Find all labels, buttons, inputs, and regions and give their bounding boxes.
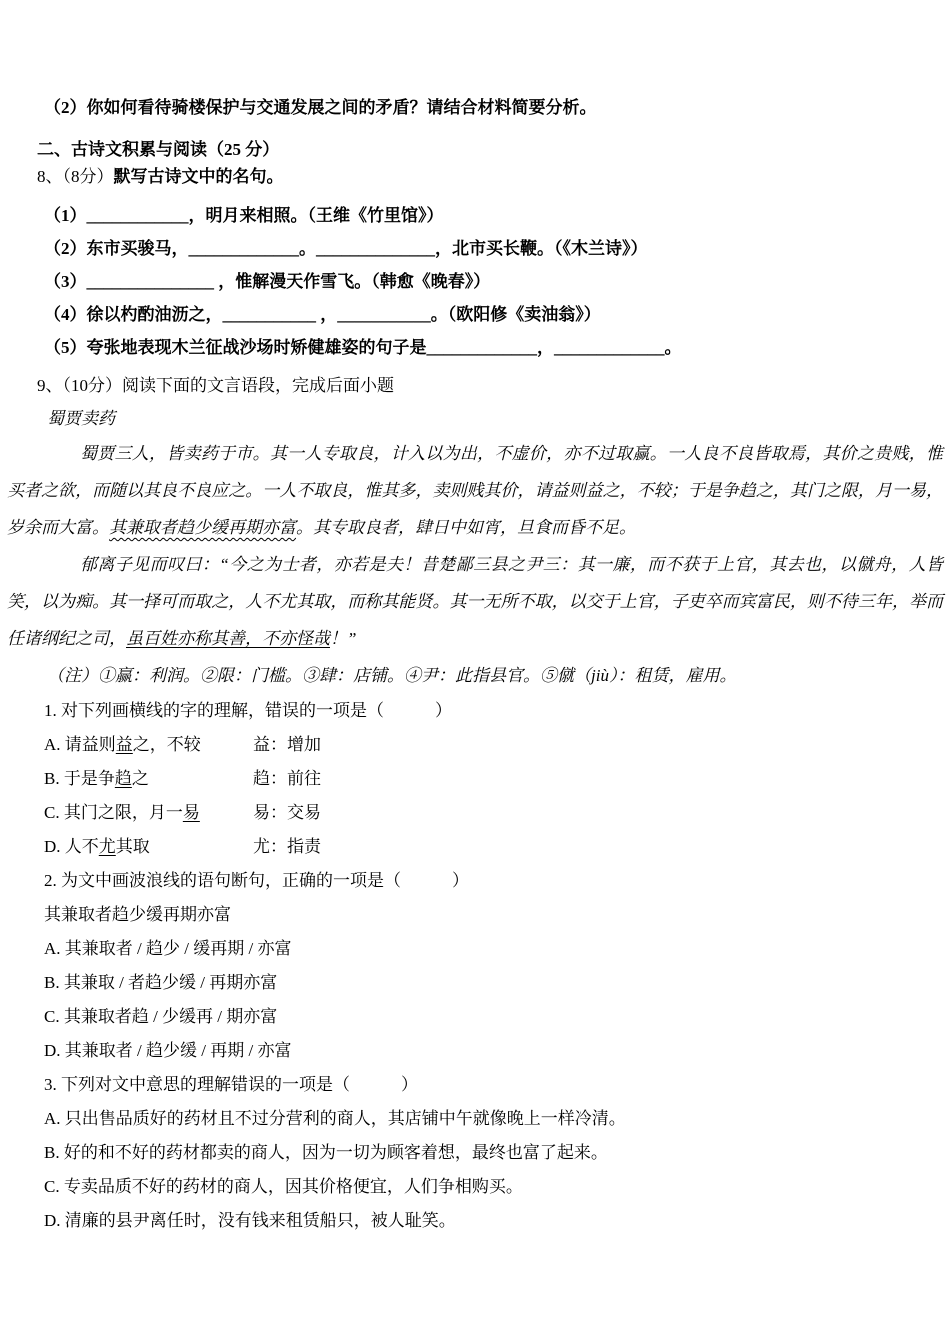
q3-option-d: D. 清廉的县尹离任时，没有钱来租赁船只，被人耻笑。 bbox=[44, 1211, 456, 1230]
option-label: B. bbox=[44, 769, 64, 788]
q1-option-a bbox=[44, 728, 910, 762]
q8-blank-item-3: （3）_______________ ，惟解漫天作雪飞。（韩愈《晚春》） bbox=[44, 272, 491, 291]
question-9-header: 9、（10分）阅读下面的文言语段，完成后面小题 bbox=[37, 376, 394, 395]
option-text bbox=[44, 728, 253, 762]
option-stem-segment: 其取 bbox=[115, 837, 150, 856]
option-stem-segment: 请益则 bbox=[64, 735, 116, 754]
underlined-phrase: 虽百姓亦称其善，不亦怪哉 bbox=[126, 629, 330, 648]
option-stem-segment: 于是争 bbox=[63, 769, 115, 788]
q2-option-c: C. 其兼取者趋 / 少缓再 / 期亦富 bbox=[44, 1007, 278, 1026]
option-stem-segment: 其门之限，月一 bbox=[63, 803, 183, 822]
passage-paragraph-1 bbox=[7, 435, 943, 546]
passage-text-segment: ！” bbox=[330, 629, 357, 648]
q2-option-b: B. 其兼取 / 者趋少缓 / 再期亦富 bbox=[44, 973, 278, 992]
option-label: C. bbox=[44, 803, 64, 822]
sub-question-3-stem: 3. 下列对文中意思的理解错误的一项是（ ） bbox=[44, 1075, 418, 1094]
q2-option-d: D. 其兼取者 / 趋少缓 / 再期 / 亦富 bbox=[44, 1041, 292, 1060]
option-label: D. bbox=[44, 837, 65, 856]
section-2-heading: 二、古诗文积累与阅读（25 分） bbox=[37, 140, 280, 159]
passage-text-segment: 郁离子见而叹曰：“今之为士者，亦若是夫！昔楚鄙三县之尹三：其一廉，而不获于上官，其去也，以僦舟，人皆笑，以为痴。其一择可而取之，人不尤其取，而称其能贤。其一无所不取，以交于上官，子吏卒而宾富民，则不待三年，举而任诸纲纪之司， bbox=[7, 555, 943, 648]
option-stem-segment: 之 bbox=[131, 769, 149, 788]
option-stem-segment: 之，不较 bbox=[132, 735, 201, 754]
wavy-underlined-phrase: 其兼取者趋少缓再期亦富 bbox=[109, 518, 296, 537]
underlined-character: 益 bbox=[115, 735, 133, 754]
option-label: A. bbox=[44, 735, 65, 754]
q8-blank-item-1: （1）____________，明月来相照。（王维《竹里馆》） bbox=[44, 206, 444, 225]
passage-title: 蜀贾卖药 bbox=[47, 409, 115, 428]
passage-text-segment: 蜀贾三人，皆卖药于市。其一人专取良，计入以为出，不虚价，亦不过取赢。一人良不良皆取焉，其价之贵贱，惟买者之欲，而随以其良不良应之。一人不取良，惟其多，卖则贱其价，请益则益之，不较；于是争趋之，其门之限，月一易，岁余而大富。 bbox=[7, 444, 943, 537]
q8-blank-item-4: （4）徐以杓酌油沥之，___________ ，___________。（欧阳修《卖油翁》） bbox=[44, 305, 601, 324]
q8-blank-item-5: （5）夸张地表现木兰征战沙场时矫健雄姿的句子是_____________，_____________。 bbox=[44, 338, 682, 357]
q3-option-b: B. 好的和不好的药材都卖的商人，因为一切为顾客着想，最终也富了起来。 bbox=[44, 1143, 608, 1162]
q3-option-a: A. 只出售品质好的药材且不过分营利的商人，其店铺中午就像晚上一样冷清。 bbox=[44, 1109, 626, 1128]
sub-question-2-stem: 2. 为文中画波浪线的语句断句，正确的一项是（ ） bbox=[44, 871, 469, 890]
underlined-character: 尤 bbox=[98, 837, 116, 856]
option-gloss: 易：交易 bbox=[253, 803, 321, 822]
q1-option-b bbox=[44, 762, 910, 796]
question-8-header bbox=[37, 165, 910, 189]
q2-option-a: A. 其兼取者 / 趋少 / 缓再期 / 亦富 bbox=[44, 939, 292, 958]
option-text bbox=[44, 830, 253, 864]
prev-question-part2-prompt: （2）你如何看待骑楼保护与交通发展之间的矛盾？请结合材料简要分析。 bbox=[44, 98, 597, 117]
option-gloss: 益：增加 bbox=[253, 735, 321, 754]
sub-question-1-stem: 1. 对下列画横线的字的理解，错误的一项是（ ） bbox=[44, 701, 452, 720]
q3-option-c: C. 专卖品质不好的药材的商人，因其价格便宜，人们争相购买。 bbox=[44, 1177, 523, 1196]
q1-option-c bbox=[44, 796, 910, 830]
option-stem-segment: 人不 bbox=[64, 837, 99, 856]
q2-target-sentence: 其兼取者趋少缓再期亦富 bbox=[44, 905, 231, 924]
underlined-character: 易 bbox=[182, 803, 200, 822]
passage-text-segment: 。其专取良者，肆日中如宵，旦食而昏不足。 bbox=[296, 518, 636, 537]
q8-blank-item-2: （2）东市买骏马，_____________。______________，北市买长鞭。（《木兰诗》） bbox=[44, 239, 648, 258]
underlined-character: 趋 bbox=[114, 769, 132, 788]
option-gloss: 趋：前往 bbox=[253, 769, 321, 788]
option-text bbox=[44, 796, 253, 830]
q1-option-d bbox=[44, 830, 910, 864]
option-text bbox=[44, 762, 253, 796]
question-8-title: 默写古诗文中的名句。 bbox=[113, 167, 284, 186]
passage-paragraph-2 bbox=[7, 546, 943, 657]
question-8-number: 8、（8分） bbox=[37, 167, 114, 186]
option-gloss: 尤：指责 bbox=[253, 837, 321, 856]
passage-annotations: （注）①赢：利润。②限：门槛。③肆：店铺。④尹：此指县官。⑤僦（jiù）：租赁，雇用。 bbox=[47, 666, 737, 685]
